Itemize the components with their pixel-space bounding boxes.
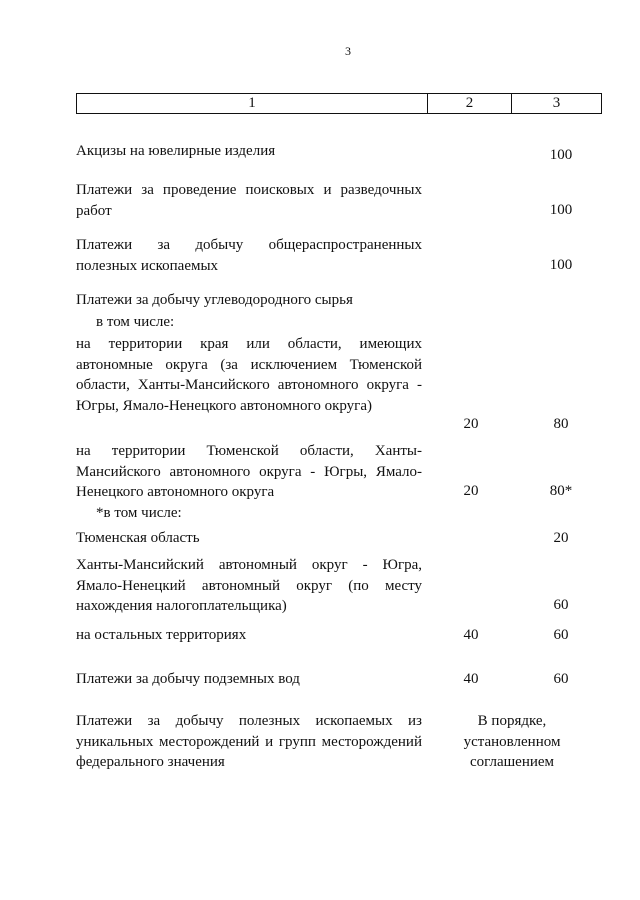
header-col-1: 1 <box>77 94 428 113</box>
row-text: в том числе: <box>96 314 175 330</box>
row-text: Акцизы на ювелирные изделия <box>76 143 276 159</box>
row-col3: 100 <box>549 147 573 163</box>
row-text: *в том числе: <box>96 505 182 521</box>
row-text: Платежи за добычу подземных вод <box>76 671 300 687</box>
row-col3: 60 <box>553 627 569 643</box>
row-col3: В порядке, установленном соглашением <box>463 713 561 770</box>
row-text: на территории Тюменской области, Ханты-Мансийского автономного округа - Югры, Ямало-Ненецкого автономного округа <box>76 443 422 500</box>
row-text: Платежи за проведение поисковых и разведочных работ <box>76 182 422 219</box>
row-col3: 80 <box>553 416 569 432</box>
row-col3: 80* <box>549 483 573 499</box>
row-col2: 20 <box>463 483 479 499</box>
row-col3: 100 <box>549 202 573 218</box>
row-col3: 60 <box>553 671 569 687</box>
row-col2: 40 <box>463 627 479 643</box>
header-col-3: 3 <box>552 95 561 111</box>
row-text: на территории края или области, имеющих автономные округа (за исключением Тюменской области, Ханты-Мансийского автономного округа - Югры, Ямало-Ненецкого автономного округа) <box>76 336 422 414</box>
row-col3: 60 <box>553 597 569 613</box>
row-text: Платежи за добычу углеводородного сырья <box>76 292 353 308</box>
header-col-2: 2 <box>428 94 512 113</box>
row-col2: 40 <box>463 671 479 687</box>
row-text: Платежи за добычу общераспространенных полезных ископаемых <box>76 237 422 274</box>
row-text: Тюменская область <box>76 530 200 546</box>
table-header <box>76 93 602 114</box>
row-col3: 20 <box>553 530 569 546</box>
row-text: на остальных территориях <box>76 627 247 643</box>
page-number: 3 <box>345 44 351 58</box>
row-text: Платежи за добычу полезных ископаемых из уникальных месторождений и групп месторождений федерального значения <box>76 713 422 770</box>
row-col3: 100 <box>549 257 573 273</box>
row-text: Ханты-Мансийский автономный округ - Югра, Ямало-Ненецкий автономный округ (по месту нахождения налогоплательщика) <box>76 557 422 614</box>
row-col2: 20 <box>463 416 479 432</box>
